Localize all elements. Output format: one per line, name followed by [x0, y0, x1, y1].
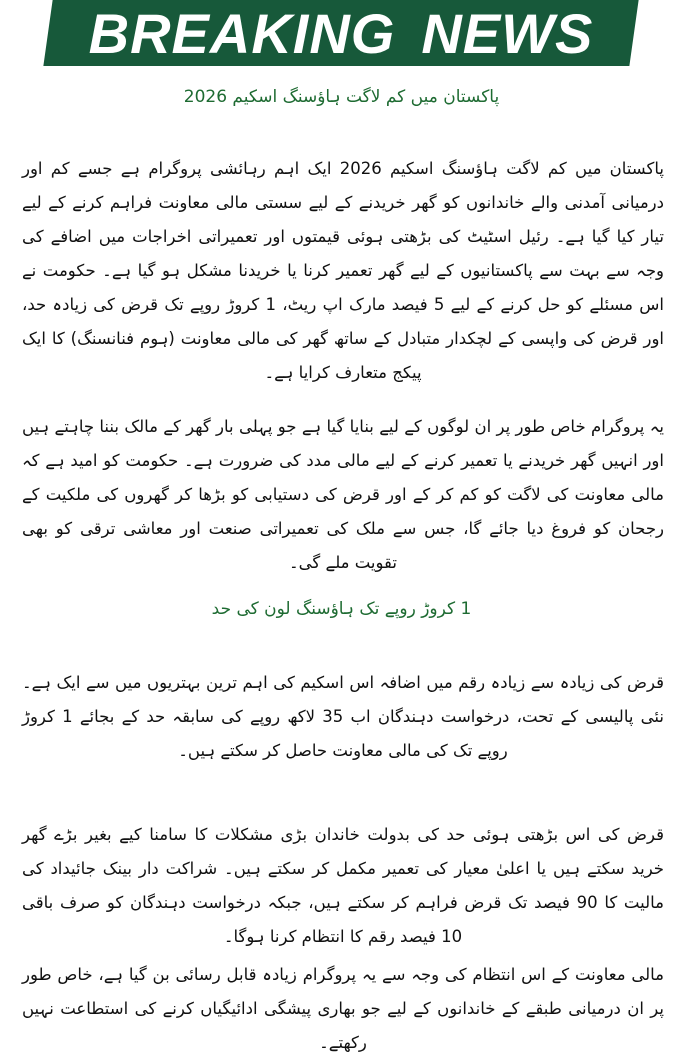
breaking-news-label — [48, 0, 634, 66]
paragraph-first-time-buyers: یہ پروگرام خاص طور پر ان لوگوں کے لیے بنایا گیا ہے جو پہلی بار گھر کے مالک بننا چاہتے ہیں اور انہیں گھر خریدنے یا تعمیر کرنے کے لیے مالی مدد کی ضرورت ہے۔ حکومت کو امید ہے کہ مالی معاونت کی لاگت کو کم کر کے اور قرض کی دستیابی کو بڑھا کر گھروں کی ملکیت کے رجحان کو فروغ دیا جائے گا، جس سے ملک کی تعمیراتی صنعت اور معاشی ترقی کو بھی تقویت ملے گی۔ — [22, 417, 664, 572]
paragraph-intro: پاکستان میں کم لاگت ہاؤسنگ اسکیم 2026 ایک اہم رہائشی پروگرام ہے جسے کم اور درمیانی آمدنی والے خاندانوں کو گھر خریدنے کے لیے سستی مالی معاونت فراہم کرنے کے لیے تیار کیا گیا ہے۔ رئیل اسٹیٹ کی بڑھتی ہوئی قیمتوں اور تعمیراتی اخراجات میں اضافے کی وجہ سے بہت سے پاکستانیوں کے لیے گھر تعمیر کرنا یا خریدنا مشکل ہو گیا ہے۔ حکومت نے اس مسئلے کو حل کرنے کے لیے 5 فیصد مارک اپ ریٹ، 1 کروڑ روپے تک قرض کی زیادہ حد، اور قرض کی واپسی کے لچکدار متبادل کے ساتھ گھر کی مالی معاونت (ہوم فنانسنگ) کا ایک پیکج متعارف کرایا ہے۔ — [22, 159, 664, 382]
banner-word-breaking: BREAKING — [88, 1, 396, 65]
article-title: پاکستان میں کم لاگت ہاؤسنگ اسکیم 2026 — [183, 87, 500, 107]
paragraph-loan-limit: قرض کی زیادہ سے زیادہ رقم میں اضافہ اس اسکیم کی اہم ترین بہتریوں میں سے ایک ہے۔ نئی پالیسی کے تحت، درخواست دہندگان اب 35 لاکھ روپے کی سابقہ حد کے بجائے 1 کروڑ روپے تک کی مالی معاونت حاصل کر سکتے ہیں۔ — [22, 673, 665, 760]
banner-word-news: NEWS — [421, 1, 594, 65]
paragraph-loan-benefits: قرض کی اس بڑھتی ہوئی حد کی بدولت خاندان بڑی مشکلات کا سامنا کیے بغیر بڑے گھر خرید سکتے ہیں یا اعلیٰ معیار کی تعمیر مکمل کر سکتے ہیں۔ شراکت دار بینک جائیداد کی مالیت کا 90 فیصد تک قرض فراہم کر سکتے ہیں، جبکہ درخواست دہندگان کو صرف باقی 10 فیصد رقم کا انتظام کرنا ہوگا۔ — [22, 825, 664, 946]
section-subtitle: 1 کروڑ روپے تک ہاؤسنگ لون کی حد — [211, 599, 472, 619]
paragraph-accessibility: مالی معاونت کے اس انتظام کی وجہ سے یہ پروگرام زیادہ قابل رسائی بن گیا ہے، خاص طور پر ان درمیانی طبقے کے خاندانوں کے لیے جو بھاری پیشگی ادائیگیاں کرنے کی استطاعت نہیں رکھتے۔ — [22, 965, 664, 1052]
